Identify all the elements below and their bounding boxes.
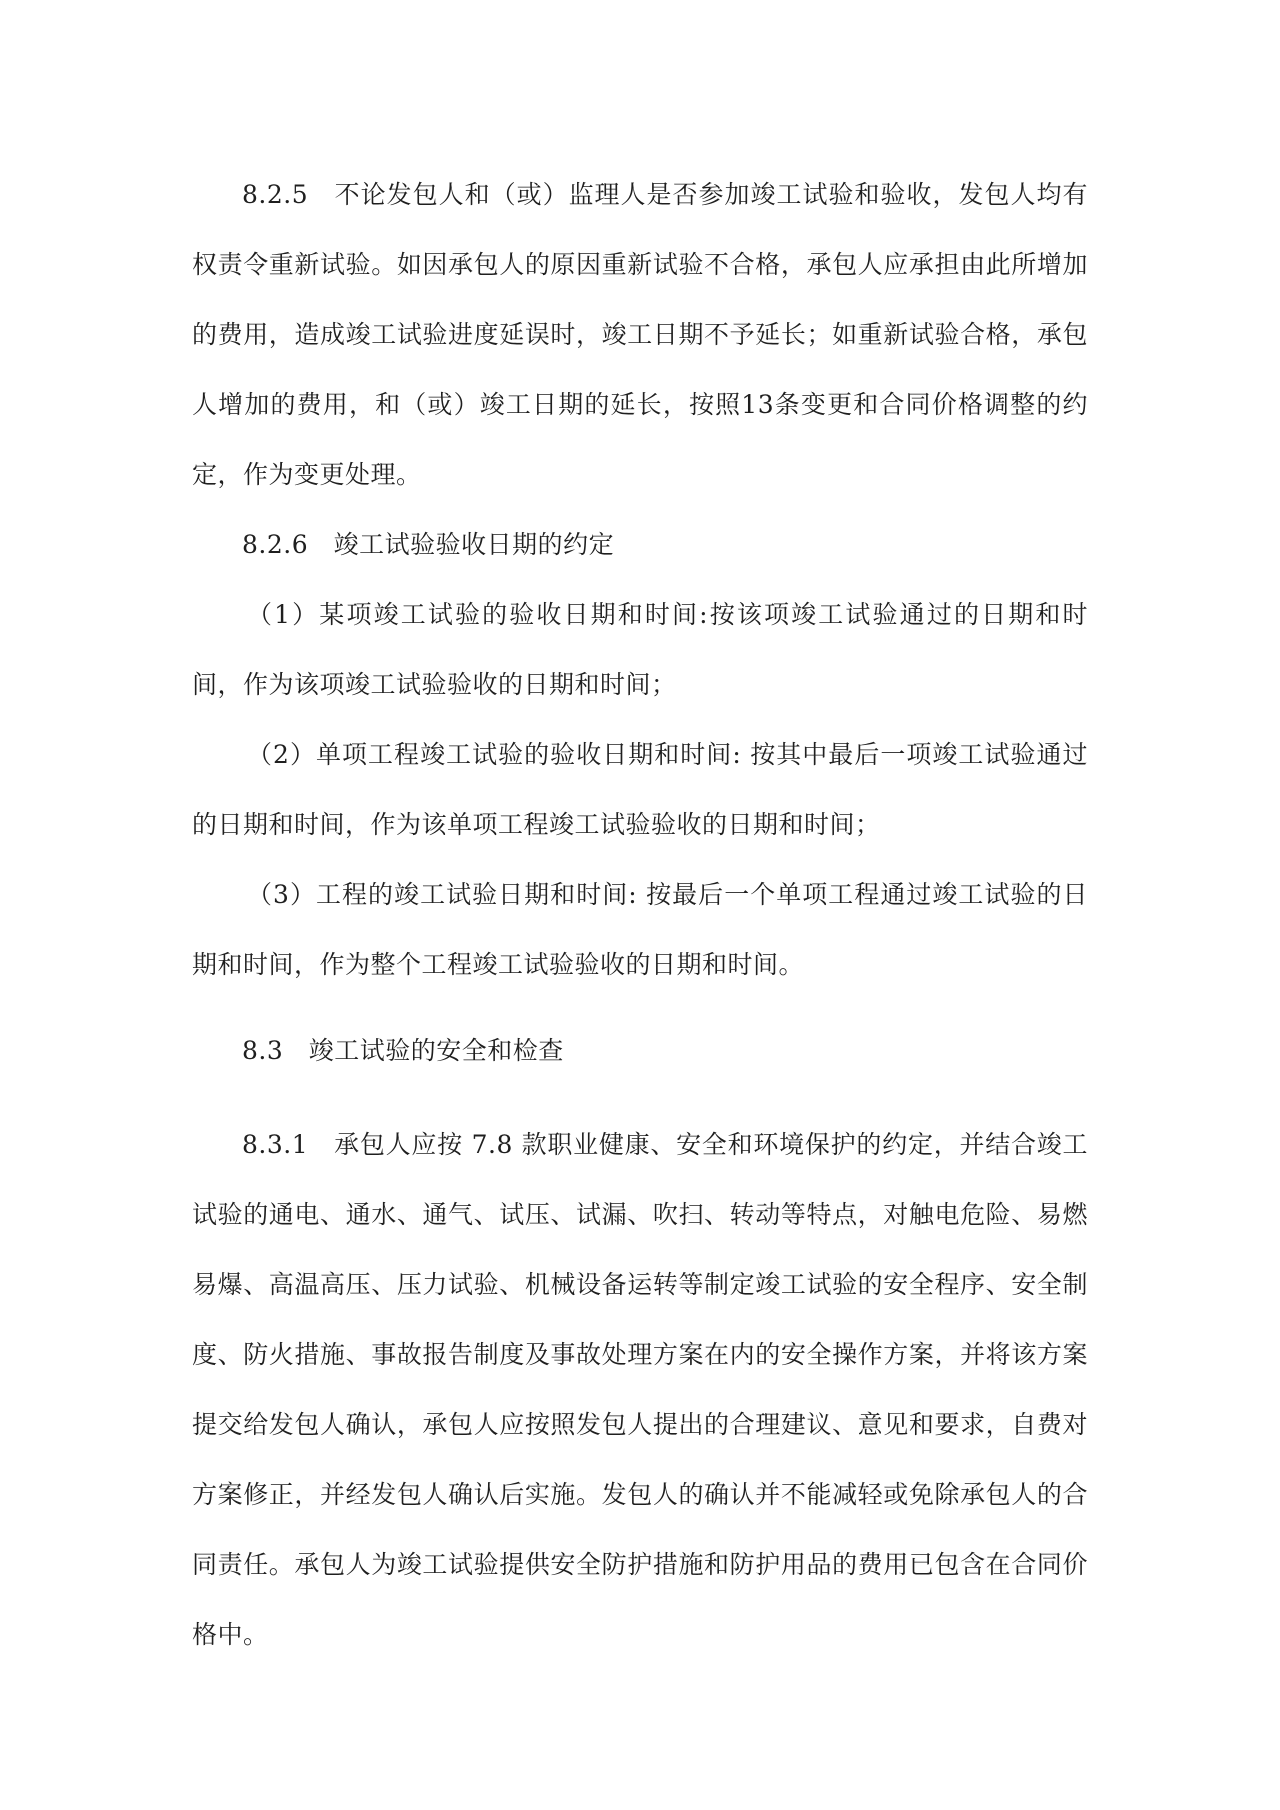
document-body bbox=[192, 160, 1088, 1670]
clause-8-2-5: 8.2.5 不论发包人和（或）监理人是否参加竣工试验和验收，发包人均有权责令重新试验。如因承包人的原因重新试验不合格，承包人应承担由此所增加的费用，造成竣工试验进度延误时，竣工日期不予延长；如重新试验合格，承包人增加的费用，和（或）竣工日期的延长，按照13条变更和合同价格调整的约定，作为变更处理。 bbox=[192, 180, 1088, 489]
clause-8-2-6-item-1: （1）某项竣工试验的验收日期和时间:按该项竣工试验通过的日期和时间，作为该项竣工试验验收的日期和时间； bbox=[192, 600, 1088, 699]
section-8-3-heading: 8.3 竣工试验的安全和检查 bbox=[242, 1036, 564, 1065]
spacer bbox=[192, 1000, 1088, 1016]
clause-8-2-6-item-3: （3）工程的竣工试验日期和时间: 按最后一个单项工程通过竣工试验的日期和时间，作为整个工程竣工试验验收的日期和时间。 bbox=[192, 880, 1088, 979]
spacer bbox=[192, 1086, 1088, 1110]
clause-8-3-1: 8.3.1 承包人应按 7.8 款职业健康、安全和环境保护的约定，并结合竣工试验的通电、通水、通气、试压、试漏、吹扫、转动等特点，对触电危险、易燃易爆、高温高压、压力试验、机械设备运转等制定竣工试验的安全程序、安全制度、防火措施、事故报告制度及事故处理方案在内的安全操作方案，并将该方案提交给发包人确认，承包人应按照发包人提出的合理建议、意见和要求，自费对方案修正，并经发包人确认后实施。发包人的确认并不能减轻或免除承包人的合同责任。承包人为竣工试验提供安全防护措施和防护用品的费用已包含在合同价格中。 bbox=[192, 1130, 1088, 1649]
clause-8-2-6-heading: 8.2.6 竣工试验验收日期的约定 bbox=[242, 530, 615, 559]
clause-8-2-6-item-2: （2）单项工程竣工试验的验收日期和时间: 按其中最后一项竣工试验通过的日期和时间，作为该单项工程竣工试验验收的日期和时间； bbox=[192, 740, 1088, 839]
